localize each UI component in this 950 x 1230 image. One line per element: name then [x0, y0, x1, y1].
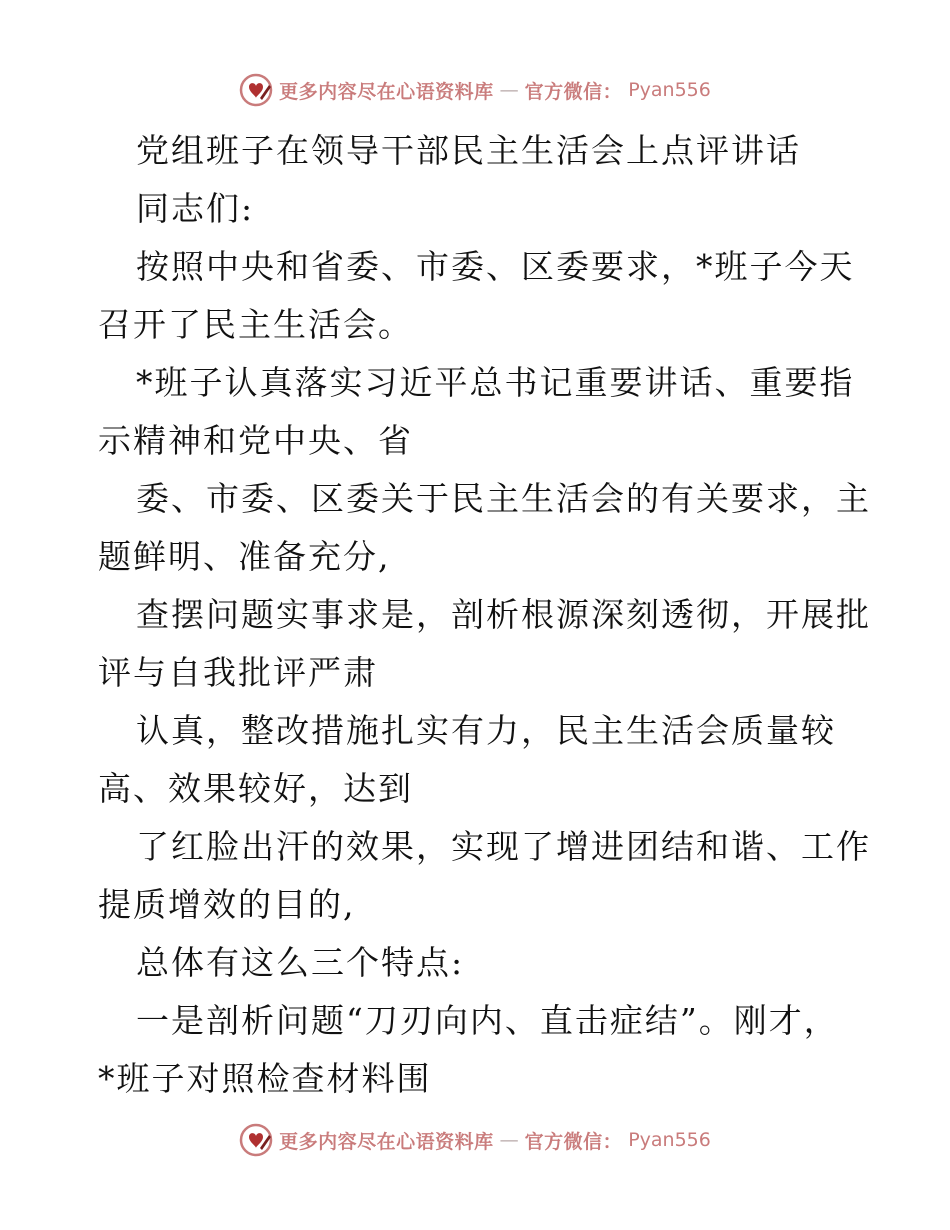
paragraph-line: 示精神和党中央、省	[98, 421, 413, 460]
paragraph-line: 一是剖析问题“刀刃向内、直击症结”。刚才，	[136, 1001, 839, 1040]
paragraph-line: 提质增效的目的,	[98, 885, 356, 924]
watermark-site-text: 更多内容尽在心语资料库	[279, 1130, 494, 1153]
paragraph-line: 查摆问题实事求是，剖析根源深刻透彻，开展批	[136, 595, 871, 634]
paragraph-line: 题鲜明、准备充分,	[98, 537, 391, 576]
watermark-label: 官方微信：	[524, 80, 623, 103]
paragraph-line: 认真，整改措施扎实有力，民主生活会质量较	[136, 711, 836, 750]
paragraph-line: 委、市委、区委关于民主生活会的有关要求，主	[136, 479, 871, 518]
heart-pen-logo-icon	[239, 1123, 273, 1157]
watermark-handle: Pyan556	[628, 79, 711, 101]
paragraph-line: 评与自我批评严肃	[98, 653, 378, 692]
watermark-separator: —	[499, 79, 519, 101]
document-title: 党组班子在领导干部民主生活会上点评讲话	[136, 131, 801, 170]
paragraph-line: 按照中央和省委、市委、区委要求，*班子今天	[136, 247, 855, 286]
paragraph-line: 了红脸出汗的效果，实现了增进团结和谐、工作	[136, 827, 871, 866]
header-watermark	[0, 70, 950, 110]
watermark-separator: —	[499, 1129, 519, 1151]
document-body	[98, 122, 871, 1108]
paragraph-line: 召开了民主生活会。	[98, 305, 413, 344]
watermark-label: 官方微信：	[524, 1130, 623, 1153]
footer-watermark	[0, 1120, 950, 1160]
paragraph-line: *班子认真落实习近平总书记重要讲话、重要指	[136, 363, 855, 402]
heart-pen-logo-icon	[239, 73, 273, 107]
watermark-handle: Pyan556	[628, 1129, 711, 1151]
watermark-site-text: 更多内容尽在心语资料库	[279, 80, 494, 103]
paragraph-line: 总体有这么三个特点:	[136, 943, 465, 982]
paragraph-line: *班子对照检查材料围	[98, 1059, 432, 1098]
paragraph-line: 高、效果较好，达到	[98, 769, 413, 808]
salutation: 同志们:	[136, 189, 255, 228]
